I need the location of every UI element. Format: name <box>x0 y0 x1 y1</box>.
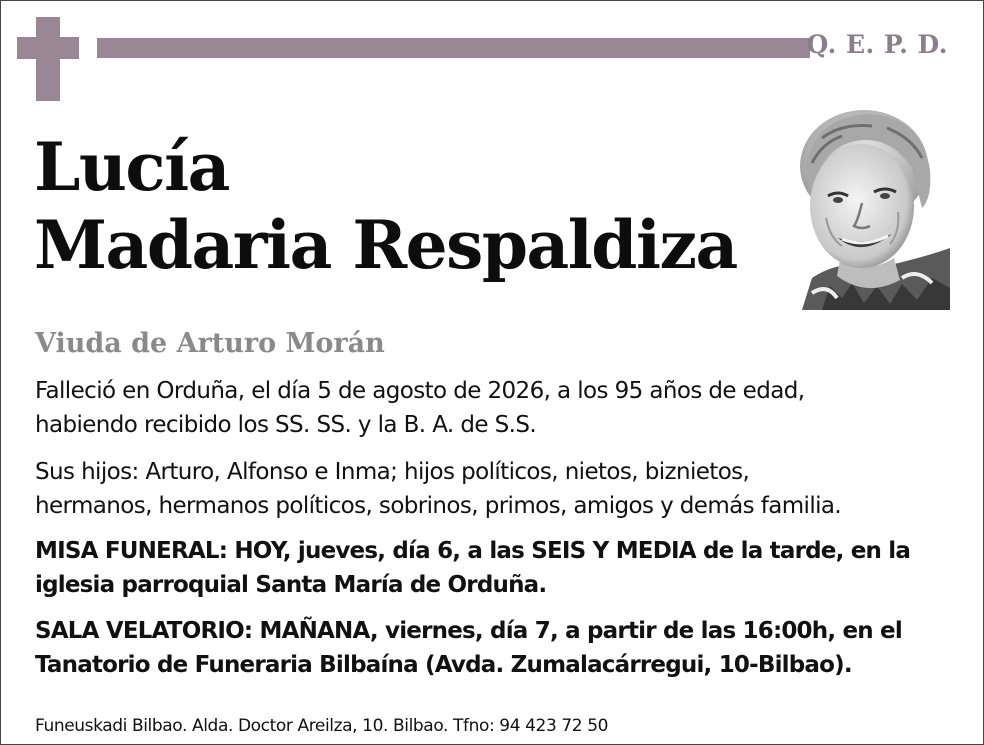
text-line: Falleció en Orduña, el día 5 de agosto de 2026, a los 95 años de edad, <box>35 378 805 404</box>
family-paragraph <box>35 455 955 523</box>
funeral-mass-paragraph <box>35 534 955 602</box>
cross-icon <box>36 17 60 101</box>
first-name: Lucía <box>34 128 229 206</box>
cross-icon-bar <box>17 37 79 59</box>
qepd-label: Q. E. P. D. <box>806 30 948 59</box>
text-line: iglesia parroquial Santa María de Orduña. <box>35 572 547 598</box>
death-notice-paragraph <box>35 374 955 442</box>
text-line: Tanatorio de Funeraria Bilbaína (Avda. Zumalacárregui, 10-Bilbao). <box>35 652 852 678</box>
text-line: MISA FUNERAL: HOY, jueves, día 6, a las SEIS Y MEDIA de la tarde, en la <box>35 538 911 564</box>
text-line: Sus hijos: Arturo, Alfonso e Inma; hijos políticos, nietos, biznietos, <box>35 459 750 485</box>
surnames: Madaria Respaldiza <box>34 206 737 284</box>
relation-line: Viuda de Arturo Morán <box>35 328 385 359</box>
deceased-name <box>34 128 737 284</box>
header-rule <box>97 38 810 58</box>
funeral-home-footer: Funeuskadi Bilbao. Alda. Doctor Areilza, 10. Bilbao. Tfno: 94 423 72 50 <box>35 716 609 736</box>
portrait-photo <box>782 108 950 310</box>
wake-paragraph <box>35 614 955 682</box>
text-line: SALA VELATORIO: MAÑANA, viernes, día 7, a partir de las 16:00h, en el <box>35 618 902 644</box>
text-line: habiendo recibido los SS. SS. y la B. A. de S.S. <box>35 412 537 438</box>
text-line: hermanos, hermanos políticos, sobrinos, primos, amigos y demás familia. <box>35 493 842 519</box>
